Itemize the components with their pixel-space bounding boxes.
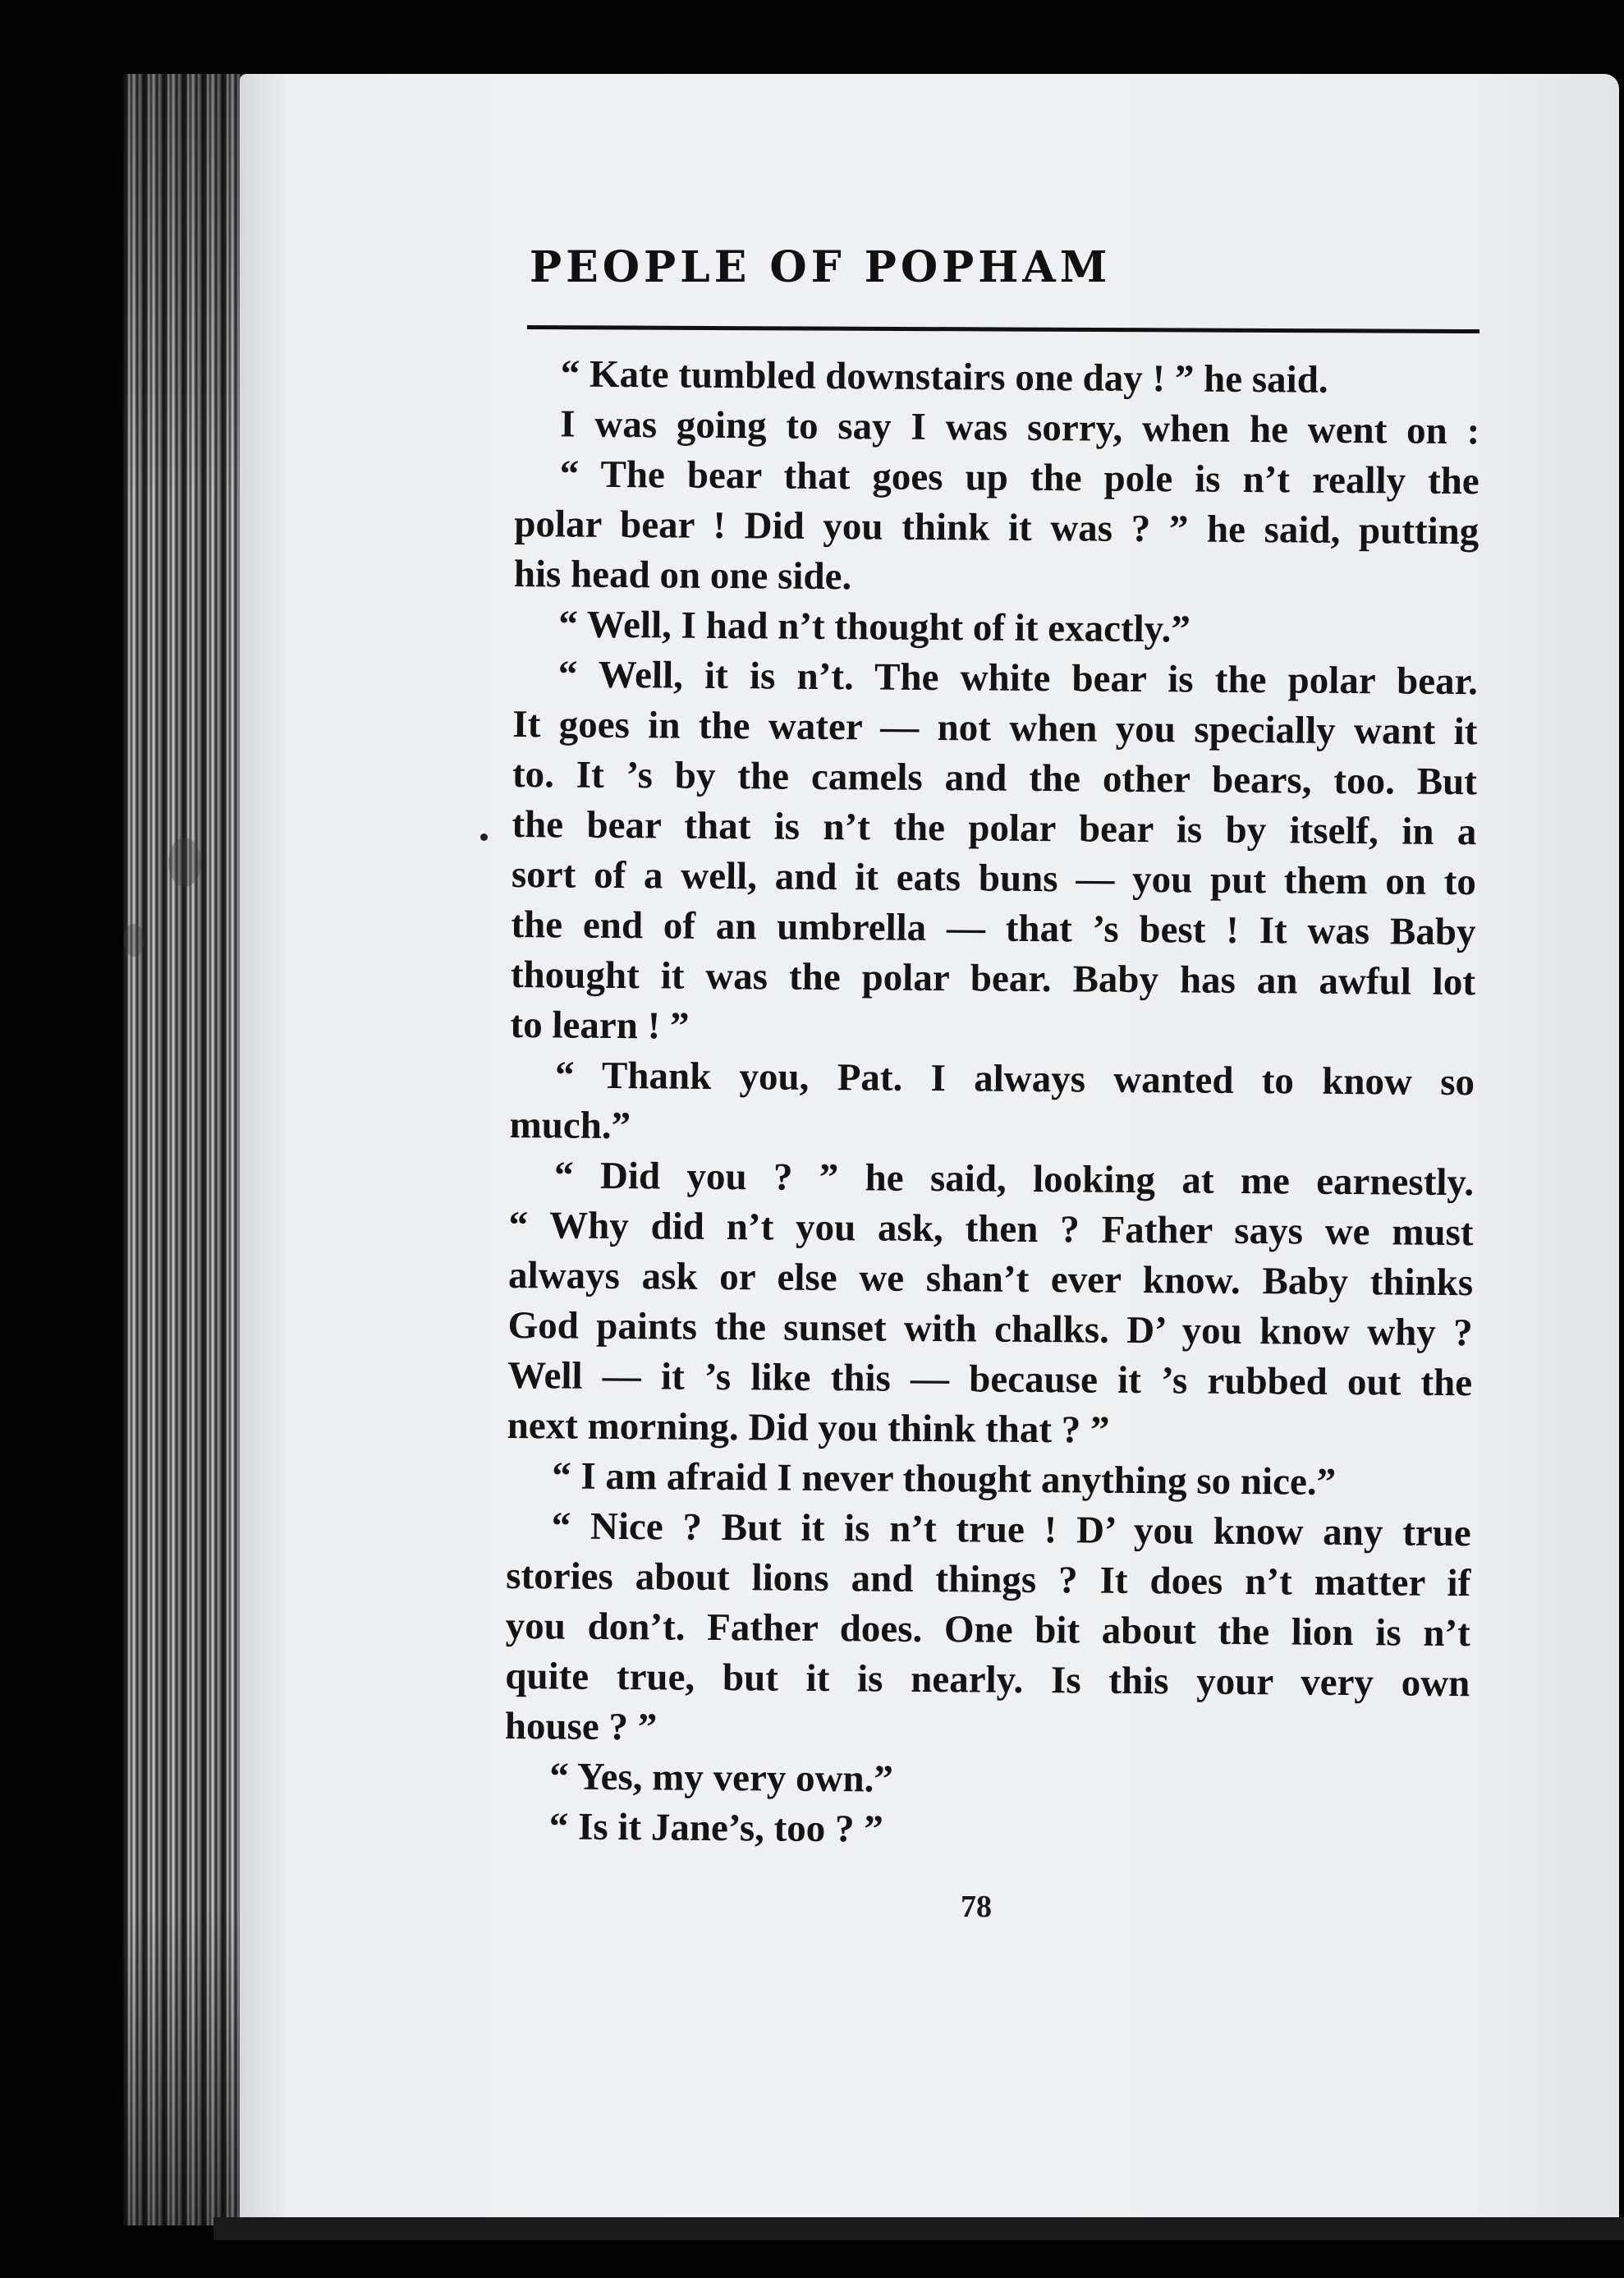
text-line: “ I am afraid I never thought anything so nice.” — [552, 1454, 1337, 1504]
body-text — [504, 349, 1480, 1859]
text-line: his head on one side. — [513, 552, 852, 599]
page-edges-shadow — [123, 74, 246, 2225]
text-line: It goes in the water — not when you specially want it — [512, 702, 1478, 754]
text-line: “ Thank you, Pat. I always wanted to know so — [554, 1054, 1475, 1105]
text-line: God paints the sunset with chalks. D’ you know why ? — [507, 1303, 1473, 1355]
text-line: to. It ’s by the camels and the other bears, too. But — [512, 752, 1478, 804]
page-number: 78 — [961, 1890, 992, 1924]
text-line: Well — it ’s like this — because it ’s rubbed out the — [507, 1353, 1473, 1405]
text-line: “ Well, it is n’t. The white bear is the polar bear. — [557, 653, 1479, 704]
margin-smudge — [123, 924, 145, 957]
text-line: sort of a well, and it eats buns — you put them on to — [511, 852, 1477, 904]
running-head: PEOPLE OF POPHAM — [530, 242, 1112, 292]
text-line: “ The bear that goes up the pole is n’t really the — [559, 452, 1479, 503]
text-line: “ Kate tumbled downstairs one day ! ” he said. — [560, 352, 1328, 402]
margin-smudge — [168, 838, 201, 887]
text-line: “ Why did n’t you ask, then ? Father says we must — [508, 1203, 1474, 1255]
text-line: thought it was the polar bear. Baby has an awful lot — [510, 953, 1476, 1004]
text-line: to learn ! ” — [510, 1003, 690, 1048]
text-line: I was going to say I was sorry, when he went on : — [560, 402, 1480, 453]
text-line: “ Is it Jane’s, too ? ” — [548, 1805, 883, 1851]
text-line: always ask or else we shan’t ever know. Baby thinks — [507, 1253, 1474, 1305]
page-bottom-edge — [213, 2217, 1624, 2240]
text-line: you don’t. Father does. One bit about the lion is n’t — [505, 1604, 1470, 1656]
text-line: “ Nice ? But it is n’t true ! D’ you know any true — [551, 1504, 1471, 1555]
text-line: much.” — [509, 1103, 631, 1148]
text-line: next morning. Did you think that ? ” — [507, 1403, 1110, 1452]
text-line: “ Yes, my very own.” — [549, 1755, 894, 1801]
margin-mark — [480, 834, 488, 841]
text-line: “ Well, I had n’t thought of it exactly.” — [558, 603, 1191, 651]
text-line: polar bear ! Did you think it was ? ” he said, putting — [514, 502, 1479, 553]
text-line: quite true, but it is nearly. Is this your very own — [505, 1654, 1470, 1706]
text-line: stories about lions and things ? It does n’t matter if — [506, 1554, 1471, 1605]
text-line: house ? ” — [504, 1704, 658, 1749]
text-line: “ Did you ? ” he said, looking at me earnestly. — [553, 1154, 1475, 1205]
text-line: the bear that is n’t the polar bear is by itself, in a — [512, 802, 1477, 854]
text-line: the end of an umbrella — that ’s best ! It was Baby — [511, 902, 1476, 954]
